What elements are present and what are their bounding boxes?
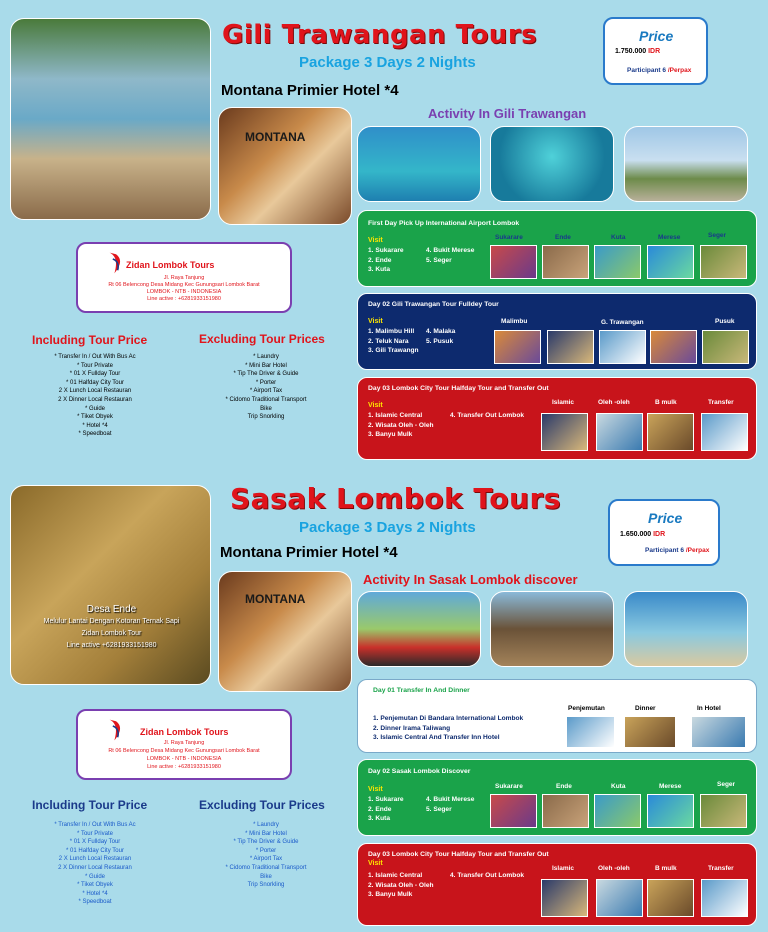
thumb-transfer [701,413,748,451]
top-activity-title: Activity In Gili Trawangan [428,106,587,121]
thumb-oleh-oleh [596,413,643,451]
thumb-label: G. Trawangan [601,319,644,326]
day-list-col1 [368,871,434,900]
thumb-label: B mulk [655,865,677,872]
list-item: 2. Ende [368,805,392,813]
thumb-label: Merese [658,234,681,241]
bird-logo-icon [108,250,124,276]
list-item: * Tiket Obyek [77,882,113,889]
list-item: * Tip The Driver & Guide [233,839,299,846]
list-item: 1. Penjemutan Di Bandara International Lombok [373,715,524,722]
bottom-day2-panel [357,759,757,836]
bottom-company-card [76,709,292,780]
visit-label: Visit [368,860,383,867]
list-item: 2 X Lunch Local Restauran [58,856,132,863]
top-excluding-list [200,353,332,422]
day-list-col1 [368,795,404,824]
thumb-trawangan-2 [599,330,646,364]
list-item: Bike [260,873,272,880]
thumb-penjemutan [566,716,615,748]
day-list-col2 [426,327,455,346]
activity-dance-photo [357,591,481,667]
thumb-label: Sukarare [495,234,523,241]
thumb-ende [542,245,589,279]
visit-label: Visit [368,786,383,793]
list-item: 5. Pusuk [426,337,454,345]
thumb-b-mulk [647,413,694,451]
thumb-label: Malimbu [501,318,528,325]
list-item: * Tip The Driver & Guide [233,371,299,378]
thumb-label: B mulk [655,399,677,406]
list-item: 1. Islamic Central [368,412,423,419]
list-item: Bike [260,405,272,412]
day-header: Day 02 Sasak Lombok Discover [368,768,471,775]
list-item: * 01 X Fullday Tour [69,371,121,378]
bottom-subtitle: Package 3 Days 2 Nights [299,519,476,536]
price-title: Price [648,510,683,526]
company-phone: Line active : +6281933151980 [147,296,221,302]
visit-label: Visit [368,402,383,409]
company-address3: LOMBOK - NTB - INDONESIA [146,289,222,295]
company-phone: Line active : +6281933151980 [147,764,221,770]
top-excluding-title: Excluding Tour Prices [199,332,325,346]
thumb-label: Seger [708,232,727,239]
day-list-col2 [426,795,474,814]
visit-label: Visit [368,237,383,244]
thumb-merese [647,794,694,828]
thumb-label: Oleh -oleh [598,399,630,406]
company-address3: LOMBOK - NTB - INDONESIA [146,756,222,762]
thumb-merese [647,245,694,279]
day-header: Day 03 Lombok City Tour Halfday Tour and Transfer Out [368,851,549,858]
thumb-ende [542,794,589,828]
list-item: * Airport Tax [249,388,283,395]
thumb-label: Transfer [708,865,734,872]
thumb-label: In Hotel [697,705,721,712]
list-item: 5. Seger [426,805,452,813]
list-item: * Tiket Obyek [77,414,113,421]
thumb-islamic [541,879,588,917]
list-item: Trip Snorkling [247,414,285,421]
list-item: * Laundry [253,822,279,828]
list-item: 5. Seger [426,256,452,264]
bottom-title: Sasak Lombok Tours [230,482,561,515]
activity-sup-photo [357,126,481,202]
list-item: 2 X Dinner Local Restauran [58,864,132,871]
bottom-excluding-list [200,821,332,890]
list-item: * Speedboat [78,899,112,906]
top-price-box [603,17,708,85]
thumb-seger [700,245,747,279]
bottom-including-title: Including Tour Price [32,798,148,812]
activity-bike-photo [624,126,748,202]
bottom-hotel-name: Montana Primier Hotel *4 [220,544,398,561]
ende-caption: Desa Ende Melulur Lantai Dengan Kotoran Ternak Sapi Zidan Lombok Tour Line active +6281933151980 [43,604,180,649]
top-hotel-name: Montana Primier Hotel *4 [221,82,399,99]
visit-label: Visit [368,318,383,325]
day-list-col1 [368,246,404,275]
price-value: 1.650.000 IDR [620,531,666,538]
list-item: * Laundry [253,354,279,360]
hotel-overlay-text: MONTANA [245,592,306,606]
list-item: 2. Teluk Nara [368,337,409,345]
day-list-col1 [368,327,419,356]
list-item: 2 X Dinner Local Restauran [58,396,132,403]
thumb-trawangan-1 [547,330,594,364]
list-item: 4. Transfer Out Lombok [450,412,525,419]
price-value: 1.750.000 IDR [615,48,661,55]
thumb-label: Oleh -oleh [598,865,630,872]
thumb-pusuk [702,330,749,364]
top-day3-panel [357,377,757,460]
list-item: 4. Bukit Merese [426,247,475,254]
company-name: Zidan Lombok Tours [126,260,215,270]
list-item: 3. Kuta [368,266,390,273]
list-item: 4. Transfer Out Lombok [450,872,525,879]
list-item: 4. Malaka [426,328,456,335]
thumb-label: Merese [659,783,682,790]
list-item: * Cidomo Traditional Transport [225,396,307,403]
thumb-b-mulk [647,879,694,917]
thumb-label: Penjemutan [568,705,605,712]
top-day2-panel [357,293,757,370]
thumb-in-hotel [691,716,746,748]
list-item: * Cidomo Traditional Transport [225,864,307,871]
top-title: Gili Trawangan Tours [222,20,538,50]
thumb-kuta [594,245,641,279]
list-item: 3. Banyu Mulk [368,431,413,438]
top-subtitle: Package 3 Days 2 Nights [299,54,476,71]
hotel-overlay-text: MONTANA [245,130,306,144]
list-item: 3. Kuta [368,815,390,822]
company-address2: Rt 06 Belencong Desa Midang Kec Gunungsari Lombok Barat [108,748,260,754]
activity-village-photo [490,591,614,667]
price-participant: Participant 6 /Perpax [645,547,710,554]
list-item: Trip Snorkling [247,882,285,889]
list-item: * Tour Private [77,830,113,837]
top-including-title: Including Tour Price [32,333,148,347]
thumb-trawangan-3 [650,330,697,364]
list-item: * Guide [84,873,105,880]
bottom-excluding-title: Excluding Tour Prices [199,798,325,812]
thumb-label: Islamic [552,399,575,406]
list-item: * Speedboat [78,431,112,438]
bottom-day1-panel [357,679,757,753]
thumb-label: Kuta [611,234,626,241]
list-item: 3. Banyu Mulk [368,891,413,898]
top-day1-panel [357,210,757,287]
thumb-oleh-oleh [596,879,643,917]
thumb-kuta [594,794,641,828]
price-participant: Participant 6 /Perpax [627,67,692,74]
list-item: 3. Gili Trawangn [368,347,419,354]
list-item: * Mini Bar Hotel [245,830,287,837]
beach-photo [10,18,211,220]
list-item: 1. Sukarare [368,796,404,803]
thumb-seger [700,794,747,828]
list-item: 4. Bukit Merese [426,796,475,803]
bottom-day3-panel [357,843,757,926]
list-item: 2. Ende [368,256,392,264]
list-item: 1. Islamic Central [368,872,423,879]
thumb-label: Ende [555,234,571,241]
thumb-label: Kuta [611,783,626,790]
bottom-including-list [30,821,160,907]
list-item: 2. Dinner Irama Taliwang [373,724,451,732]
company-address1: Jl. Raya Tanjung [163,275,205,281]
thumb-sukarare [490,794,537,828]
list-item: * Tour Private [77,362,113,369]
day-header: Day 01 Transfer In And Dinner [373,687,470,694]
company-name: Zidan Lombok Tours [140,727,229,737]
thumb-label: Islamic [552,865,575,872]
list-item: * 01 X Fullday Tour [69,839,121,846]
thumb-label: Sukarare [495,783,523,790]
thumb-malimbu [494,330,541,364]
list-item: 2. Wisata Oleh - Oleh [368,421,434,429]
day-list-col1 [368,411,434,440]
day-list-col2 [450,411,524,421]
thumb-dinner [624,716,676,748]
company-address1: Jl. Raya Tanjung [163,740,205,746]
top-hotel-photo [218,107,352,225]
list-item: * Hotel *4 [82,890,108,897]
list-item: * 01 Halfday City Tour [66,379,124,386]
day-header: Day 03 Lombok City Tour Halfday Tour and Transfer Out [368,385,549,392]
list-item: * Mini Bar Hotel [245,362,287,369]
thumb-label: Seger [717,781,736,788]
list-item: 3. Islamic Central And Transfer Inn Hotel [373,734,500,741]
activity-underwater-photo [490,126,614,202]
top-company-card [76,242,292,313]
list-item: 1. Malimbu Hill [368,328,415,335]
list-item: * Hotel *4 [82,422,108,429]
list-item: 2. Wisata Oleh - Oleh [368,881,434,889]
list-item: * Airport Tax [249,856,283,863]
day-header: First Day Pick Up International Airport Lombok [368,220,520,227]
bottom-price-box [608,499,720,566]
company-address2: Rt 06 Belencong Desa Midang Kec Gunungsari Lombok Barat [108,282,260,288]
activity-jump-photo [624,591,748,667]
list-item: 1. Sukarare [368,247,404,254]
thumb-label: Ende [556,783,572,790]
thumb-transfer [701,879,748,917]
list-item: * Transfer In / Out With Bus Ac [54,822,136,828]
price-title: Price [639,28,674,44]
list-item: * Porter [255,847,277,854]
bottom-hotel-photo [218,571,352,692]
thumb-islamic [541,413,588,451]
thumb-label: Transfer [708,399,734,406]
day1-items [373,714,523,743]
thumb-label: Pusuk [715,318,735,325]
list-item: * Guide [84,405,105,412]
ende-photo [10,485,211,685]
day-list-col2 [426,246,474,265]
list-item: * 01 Halfday City Tour [66,847,124,854]
thumb-label: Dinner [635,705,656,712]
day-header: Day 02 Gili Trawangan Tour Fulldey Tour [368,301,499,308]
list-item: * Porter [255,379,277,386]
list-item: * Transfer In / Out With Bus Ac [54,354,136,360]
list-item: 2 X Lunch Local Restauran [58,388,132,395]
bottom-activity-title: Activity In Sasak Lombok discover [363,572,578,587]
day-list-col2 [450,871,524,881]
thumb-sukarare [490,245,537,279]
top-including-list [30,353,160,439]
